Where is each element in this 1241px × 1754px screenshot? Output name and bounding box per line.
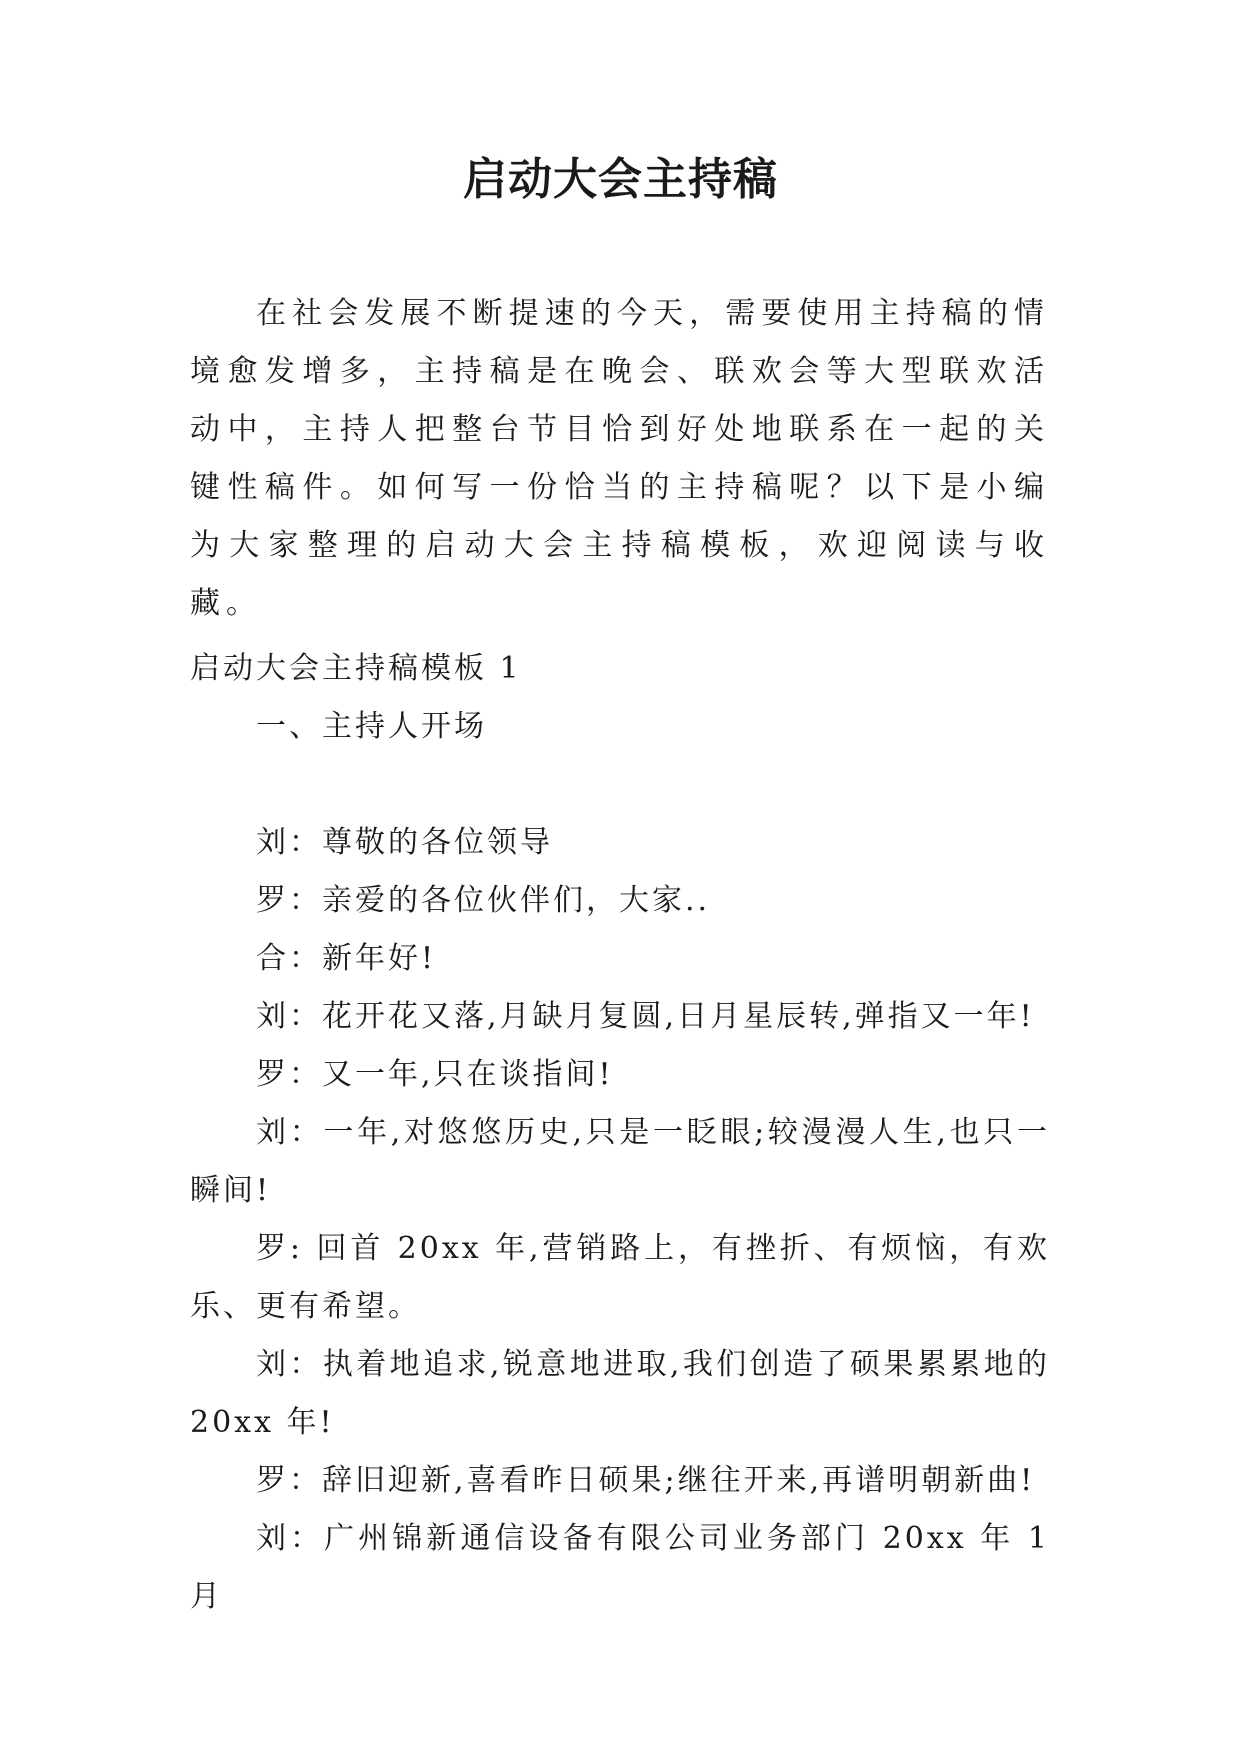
dialogue-line-opening: 一、主持人开场 (256, 709, 487, 744)
document-title: 启动大会主持稿 (463, 154, 778, 205)
dialogue-line: 刘：广州锦新通信设备有限公司业务部门 20xx 年 1 月 (190, 1521, 1050, 1614)
dialogue-line: 刘：执着地追求,锐意地进取,我们创造了硕果累累地的 20xx 年! (190, 1347, 1050, 1440)
intro-paragraph: 在社会发展不断提速的今天，需要使用主持稿的情境愈发增多，主持稿是在晚会、联欢会等大型联欢活动中，主持人把整台节目恰到好处地联系在一起的关键性稿件。如何写一份恰当的主持稿呢？以下是小编为大家整理的启动大会主持稿模板，欢迎阅读与收藏。 (190, 296, 1050, 621)
dialogue-line: 合：新年好! (256, 941, 437, 976)
dialogue-line: 罗：又一年,只在谈指间! (256, 1057, 614, 1092)
section-title: 启动大会主持稿模板 1 (190, 651, 522, 686)
dialogue-line: 罗：辞旧迎新,喜看昨日硕果;继往开来,再谱明朝新曲! (256, 1463, 1036, 1498)
dialogue-line: 刘：一年,对悠悠历史,只是一眨眼;较漫漫人生,也只一瞬间! (190, 1115, 1050, 1208)
dialogue-line: 刘：尊敬的各位领导 (256, 825, 553, 860)
dialogue-line: 刘：花开花又落,月缺月复圆,日月星辰转,弹指又一年! (256, 999, 1035, 1034)
dialogue-line: 罗：亲爱的各位伙伴们，大家.. (256, 883, 711, 918)
dialogue-line: 罗: 回首 20xx 年,营销路上，有挫折、有烦恼，有欢乐、更有希望。 (190, 1231, 1050, 1324)
dialogue-list (190, 698, 1050, 1626)
